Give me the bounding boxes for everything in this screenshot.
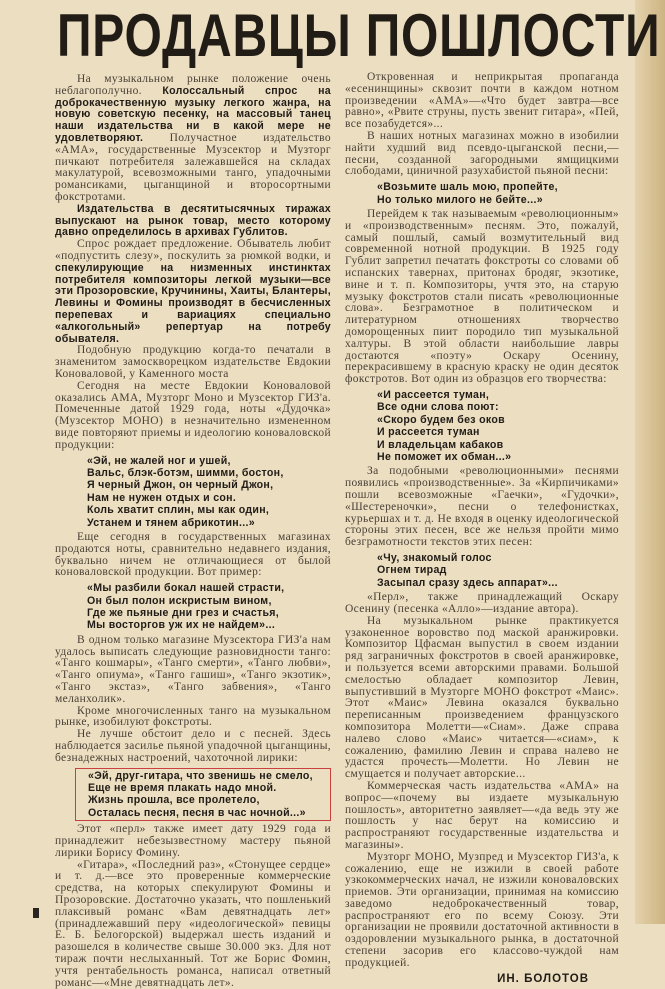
verse-line: Я черный Джон, он черный Джон, xyxy=(87,479,274,492)
paragraph xyxy=(55,706,331,730)
body-text: Еще сегодня в государственных магазинах продаются ноты, сравнительно недавнего издания, буквально ничем не отличающиеся от былой коноваловской продукции. Вот пример: xyxy=(55,530,331,579)
verse-quote xyxy=(87,455,331,529)
body-text: За подобными «революционными» песнями появились «производственные». За «Кирпичиками» пошли всевозможные «Гаечки», «Гудочки», «Шестереночки», песни о телефонистках, курьершах и т. д. Не входя в оценку идеологической стороны этих песен, все же нельзя пройти мимо безграмотности текстов этих песен: xyxy=(345,465,619,549)
verse-line: «Чу, знакомый голос xyxy=(377,551,492,564)
body-text: Спрос рождает предложение. Обыватель любит «подпустить слезу», поскулить за рюмкой водки, и xyxy=(55,238,331,262)
verse-line: Осталась песня, песня в час ночной...» xyxy=(88,806,306,819)
verse-line: Не поможет их обман...» xyxy=(377,450,512,463)
verse-line: Где же пьяные дни грез и счастья, xyxy=(87,606,280,619)
paragraph xyxy=(55,532,331,579)
body-text: Перейдем к так называемым «революционным» и «производственным» песням. Это, пожалуй, самый пошлый, самый возмутительный вид современной нотной продукции. В 1925 году Гублит запретил печатать фокстроты со словами об испанских тавернах, притонах бродяг, экзотике, вине и т. п. Композиторы, учтя это, на старую музыку фокстротов стали писать «революционные слова». Безграмотное в политическом и литературном отношениях творчество доморощенных пиит породило тип музыкальной халтуры. В этой области наибольшие лавры достаются «поэту» Оскару Осенину, перекрасившему в красную краску не один десяток фокстротов. Вот один из образцов его творчества: xyxy=(345,207,619,386)
verse-line: «Мы разбили бокал нашей страсти, xyxy=(87,582,285,595)
verse-line: Он был полон искристым вином, xyxy=(87,594,272,607)
body-text: Музторг МОНО, Музпред и Музсектор ГИЗ'а, к сожалению, еще не изжили в своей работе узкокоммерческих начал, не изжили коноваловских приемов. Эти организации, принимая на комиссию заведомо недоброкачественный товар, распространяют его по всему Союзу. Эти организации не проявили достаточной активности в оздоровлении музыкального рынка, в достаточной степени засорив его классово-чуждой нам продукцией. xyxy=(345,850,619,969)
paragraph xyxy=(55,204,331,239)
paragraph xyxy=(345,466,619,549)
verse-line: «И рассеется туман, xyxy=(377,388,490,401)
verse-line: Вальс, блэк-ботэм, шимми, бостон, xyxy=(87,466,284,479)
verse-line: Все одни слова поют: xyxy=(377,401,499,414)
body-text: На музыкальном рынке положение очень неблагополучно. xyxy=(55,73,331,97)
paragraph xyxy=(345,852,619,970)
paragraph xyxy=(345,72,619,131)
paragraph xyxy=(55,381,331,452)
bold-text: Издательства в десятитысячных тиражах выпускают на рынок товар, место которому давно определилось в архивах Гублитов. xyxy=(55,202,331,239)
bold-text: Колоссальный спрос на доброкачественную музыку легкого жанра, на новую советскую песенку, на массовый танец наши издательства ни в какой мере не удовлетворяют. xyxy=(55,84,331,144)
paragraph xyxy=(55,860,331,989)
left-column xyxy=(55,74,331,989)
highlighted-verse-quote xyxy=(75,768,331,822)
paragraph xyxy=(345,781,619,852)
paragraph xyxy=(345,209,619,386)
body-text: Получастное издательство «АМА», государственные Музсектор и Музторг пичкают потребителя залежавшейся на складах макулатурой, всевозможными танго, упадочными романсиками, цыганщиной и второсортными фокстротами. xyxy=(55,131,331,203)
verse-line: Еще не время плакать надо мной. xyxy=(88,781,277,794)
verse-quote xyxy=(377,389,619,463)
body-text: Сегодня на месте Евдокии Коноваловой оказались АМА, Музторг Моно и Музсектор ГИЗ'а. Помеченные датой 1929 года, ноты «Дудочка» (Музсектор МОНО) в незначительно измененном виде повторяют приемы и идеологию коноваловской продукции: xyxy=(55,379,331,451)
verse-line: И владельцам кабаков xyxy=(377,438,504,451)
verse-line: Но только милого не бейте...» xyxy=(377,193,543,206)
paragraph xyxy=(345,592,619,616)
verse-line: «Возьмите шаль мою, пропейте, xyxy=(377,181,558,194)
body-text: В одном только магазине Музсектора ГИЗ'а нам удалось выписать следующие разновидности танго: «Танго кошмары», «Танго смерти», «Танго любви», «Танго опиума», «Танго гашиш», «Танго экзотик», «Танго экстаз», «Танго забвения», «Танго меланхолик». xyxy=(55,633,331,705)
verse-line: «Скоро будем без оков xyxy=(377,413,505,426)
body-text: В наших нотных магазинах можно в изобилии найти худший вид псевдо-цыганской песни,—песни, созданной загородными ямщицкими слободами, циничной разухабистой пьяной песни: xyxy=(345,129,619,178)
verse-line: И рассеется туман xyxy=(377,426,480,439)
author-signature: ИН. БОЛОТОВ xyxy=(497,972,589,985)
body-text: Подобную продукцию когда-то печатали в знаменитом замоскворецком издательстве Евдокии Коноваловой, у Каменного моста xyxy=(55,344,331,380)
right-column xyxy=(345,72,619,986)
verse-quote xyxy=(377,552,619,589)
body-text: На музыкальном рынке практикуется узаконенное воровство под маской аранжировки. Композитор Цфасман выпустил в своем издании ряд заграничных фокстротов в своей аранжировке, и пользуется всеми авторскими правами. Большой смелостью обладает композитор Левин, выпустивший в Музторге МОНО фокстрот «Маис». Этот «Маис» Левина оказался буквально переписанным произведением французского композитора Молетти—«Сиам». Даже справа налево слово «Маис» читается—«сиам», к сожалению, фамилию Левин и справа налево не удастся прочесть—Молетти. Но Левин не смущается и получает авторские... xyxy=(345,614,619,781)
paragraph xyxy=(55,635,331,706)
paragraph xyxy=(55,729,331,764)
article-title: ПРОДАВЦЫ ПОШЛОСТИ xyxy=(57,2,661,69)
body-text: Кроме многочисленных танго на музыкальном рынке, изобилуют фокстроты. xyxy=(55,704,331,729)
page-marker xyxy=(33,908,39,918)
verse-line: Жизнь прошла, все пролетело, xyxy=(88,794,260,807)
verse-line: Засыпал сразу здесь аппарат»... xyxy=(377,576,558,589)
verse-line: «Эй, не жалей ног и ушей, xyxy=(87,454,231,467)
body-text: Этот «перл» также имеет дату 1929 года и принадлежит небезызвестному мастеру пьяной лирики Борису Фомину. xyxy=(55,823,331,859)
paragraph xyxy=(345,131,619,178)
paragraph xyxy=(55,239,331,345)
verse-line: «Эй, друг-гитара, что звенишь не смело, xyxy=(88,769,313,782)
body-text: «Перл», также принадлежащий Оскару Осенину (песенка «Алло»—издание автора). xyxy=(345,591,619,615)
verse-line: Огнем тирад xyxy=(377,564,447,577)
paragraph xyxy=(55,824,331,859)
paragraph xyxy=(345,616,619,781)
body-text: «Гитара», «Последний раз», «Стонущее сердце» и т. д.—все это проверенные коммерческие средства, на которых спекулируют Фомины и Прозоровские. Достаточно указать, что пошленький плаксивый романс «Вам девятнадцать лет» (принадлежавший перу «идеологической» певицы Е. Б. Белогорской) выдержал шесть изданий и разошелся в количестве свыше 30.000 экз. Для нот тираж почти неслыханный. Тот же Борис Фомин, учтя рентабельность романса, написал ответный романс—«Мне девятнадцать лет». xyxy=(55,858,331,989)
paper-edge xyxy=(635,0,665,924)
verse-line: Устанем и тянем абрикотин...» xyxy=(87,516,255,529)
verse-line: Коль хватит сплин, мы как один, xyxy=(87,504,270,517)
verse-line: Нам не нужен отдых и сон. xyxy=(87,491,237,504)
body-text: Не лучше обстоит дело и с песней. Здесь наблюдается засилье пьяной упадочной цыганщины, безнадежных настроений, чахоточной лирики: xyxy=(55,728,331,764)
verse-quote xyxy=(377,181,619,206)
body-text: Коммерческая часть издательства «АМА» на вопрос—«почему вы издаете музыкальную пошлость», авторитетно заявляет—«да ведь эту же пошлость у нас берут на комиссию и распространяют государственные издательства и магазины». xyxy=(345,779,619,851)
bold-text: спекулирующие на низменных инстинктах потребителя композиторы легкой музыки—все эти Прозоровские, Кручинины, Хаиты, Блантеры, Левины и Фомины производят в бесчисленных перепевах и вариациях специально «алкогольный» репертуар на потребу обывателя. xyxy=(55,261,331,345)
verse-line: Мы восторгов уж их не найдем»... xyxy=(87,619,276,632)
paragraph xyxy=(55,345,331,380)
paragraph xyxy=(55,74,331,204)
verse-quote xyxy=(87,582,331,632)
body-text: Откровенная и неприкрытая пропаганда «есенинщины» сквозит почти в каждом нотном произведении «АМА»—«Что будет завтра—все равно», «Рвите струны, пусть звенит гитара», «Пей, все позабудется»... xyxy=(345,71,619,131)
